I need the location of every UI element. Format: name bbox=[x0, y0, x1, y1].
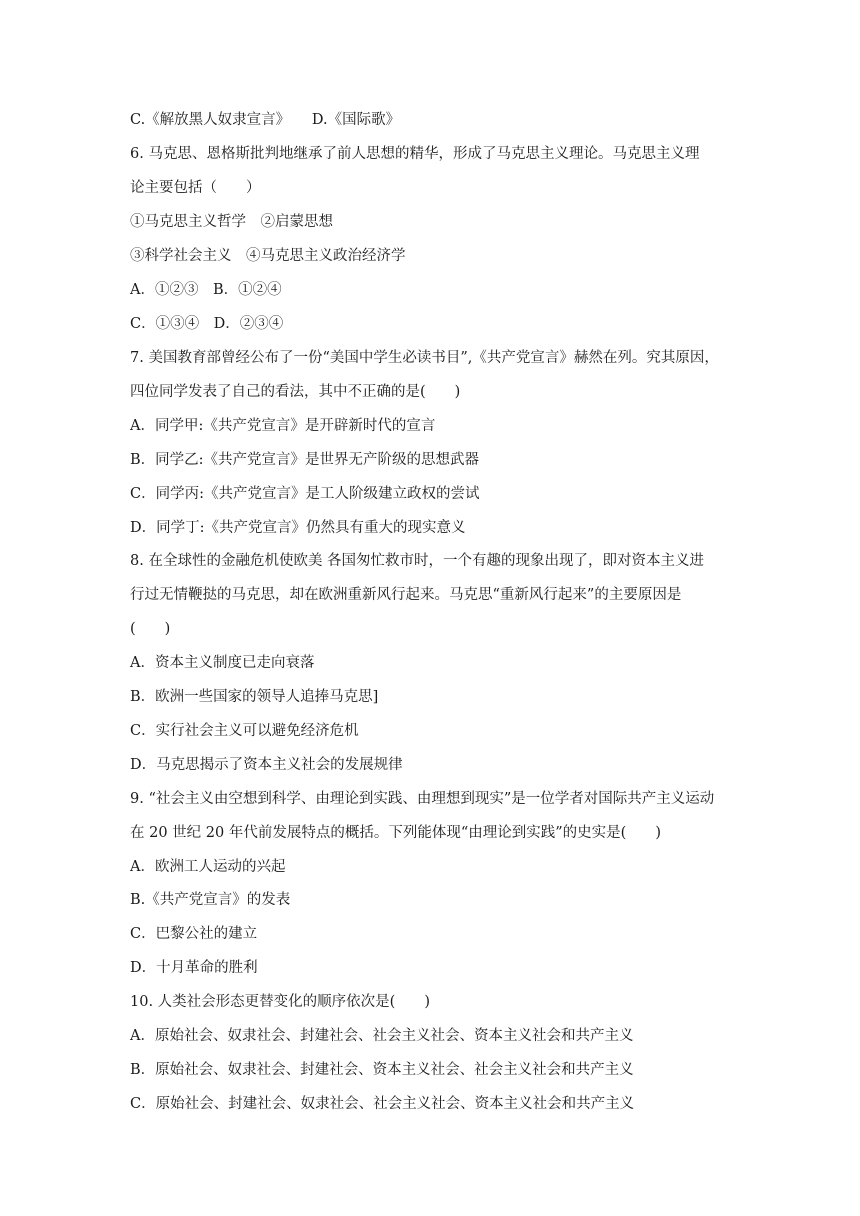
question-8-line: 8. 在全球性的金融危机使欧美 各国匆忙救市时，一个有趣的现象出现了，即对资本主义进 bbox=[130, 553, 705, 569]
question-7-line: 四位同学发表了自己的看法，其中不正确的是( ) bbox=[130, 384, 461, 400]
option-line: C．同学丙:《共产党宣言》是工人阶级建立政权的尝试 bbox=[130, 486, 480, 502]
question-6-line: 6. 马克思、恩格斯批判地继承了前人思想的精华，形成了马克思主义理论。马克思主义理 bbox=[130, 146, 700, 162]
question-8-line: ( ) bbox=[130, 621, 171, 637]
option-line: ①马克思主义哲学 ②启蒙思想 bbox=[130, 214, 333, 230]
option-line: A．同学甲:《共产党宣言》是开辟新时代的宣言 bbox=[130, 418, 436, 434]
option-line: A．原始社会、奴隶社会、封建社会、社会主义社会、资本主义社会和共产主义 bbox=[130, 1028, 634, 1044]
option-line: D．十月革命的胜利 bbox=[130, 960, 258, 976]
option-line: A．①②③ B．①②④ bbox=[130, 282, 282, 298]
question-10-line: 10. 人类社会形态更替变化的顺序依次是( ) bbox=[130, 994, 430, 1010]
option-line: C．原始社会、封建社会、奴隶社会、社会主义社会、资本主义社会和共产主义 bbox=[130, 1096, 635, 1112]
option-line: C．巴黎公社的建立 bbox=[130, 926, 258, 942]
option-line: C．①③④ D．②③④ bbox=[130, 316, 284, 332]
option-line: B．同学乙:《共产党宣言》是世界无产阶级的思想武器 bbox=[130, 452, 480, 468]
option-line: A．资本主义制度已走向衰落 bbox=[130, 655, 315, 671]
option-line: B．原始社会、奴隶社会、封建社会、资本主义社会、社会主义社会和共产主义 bbox=[130, 1062, 634, 1078]
question-8-line: 行过无情鞭挞的马克思，却在欧洲重新风行起来。马克思“重新风行起来”的主要原因是 bbox=[130, 587, 682, 603]
question-7-line: 7. 美国教育部曾经公布了一份“美国中学生必读书目”,《共产党宣言》赫然在列。究其原因， bbox=[130, 350, 719, 366]
option-line: C.《解放黑人奴隶宣言》 D.《国际歌》 bbox=[130, 112, 401, 128]
option-line: C．实行社会主义可以避免经济危机 bbox=[130, 723, 359, 739]
option-line: ③科学社会主义 ④马克思主义政治经济学 bbox=[130, 248, 406, 264]
option-line: A．欧洲工人运动的兴起 bbox=[130, 859, 286, 875]
question-9-line: 9. “社会主义由空想到科学、由理论到实践、由理想到现实”是一位学者对国际共产主义运动 bbox=[130, 791, 715, 807]
option-line: D．同学丁:《共产党宣言》仍然具有重大的现实意义 bbox=[130, 520, 466, 536]
question-6-line: 论主要包括（ ） bbox=[130, 180, 261, 196]
option-line: B.《共产党宣言》的发表 bbox=[130, 892, 291, 908]
question-9-line: 在 20 世纪 20 年代前发展特点的概括。下列能体现“由理论到实践”的史实是( ) bbox=[130, 825, 661, 841]
option-line: B．欧洲一些国家的领导人追捧马克思] bbox=[130, 689, 379, 705]
option-line: D．马克思揭示了资本主义社会的发展规律 bbox=[130, 757, 403, 773]
